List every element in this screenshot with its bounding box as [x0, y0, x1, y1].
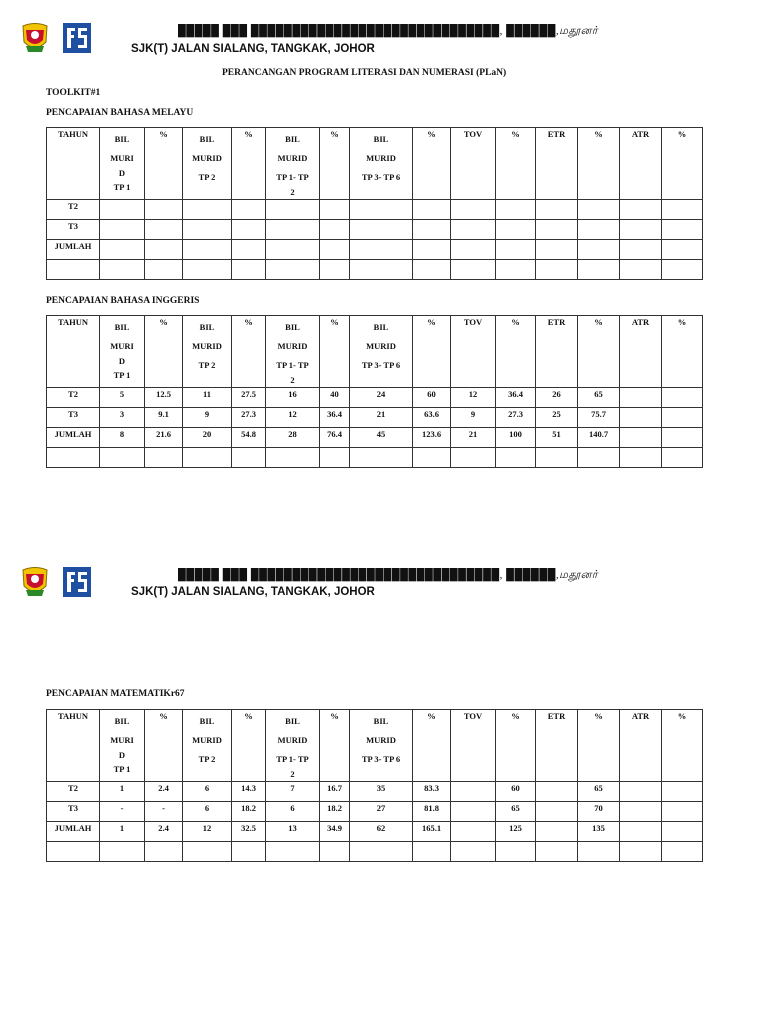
table-cell: 20 [183, 428, 232, 448]
table-cell [145, 200, 183, 220]
col-etr: ETR [536, 128, 578, 200]
row-label-cell: T2 [47, 782, 100, 802]
table-cell [145, 260, 183, 280]
table-cell: 28 [266, 428, 320, 448]
col-tahun: TAHUN [47, 710, 100, 782]
table-cell [496, 842, 536, 862]
table-cell: 27.3 [232, 408, 266, 428]
col-bil-tp1: BIL MURI D TP 1 [100, 316, 145, 388]
table-cell [536, 822, 578, 842]
table-cell [536, 802, 578, 822]
table-row [47, 842, 703, 862]
table-cell [662, 802, 703, 822]
table-cell: 25 [536, 408, 578, 428]
table-cell: 6 [266, 802, 320, 822]
table-cell [578, 200, 620, 220]
table-cell [183, 260, 232, 280]
table-cell: 18.2 [232, 802, 266, 822]
table-row [47, 822, 703, 842]
col-pct: % [232, 128, 266, 200]
row-label-cell: JUMLAH [47, 240, 100, 260]
table-cell: 81.8 [413, 802, 451, 822]
table-cell [620, 428, 662, 448]
table-row [47, 240, 703, 260]
table-cell [350, 240, 413, 260]
table-cell [496, 220, 536, 240]
table-cell [232, 260, 266, 280]
table-cell [100, 240, 145, 260]
col-atr: ATR [620, 316, 662, 388]
table-cell: 76.4 [320, 428, 350, 448]
school-name: SJK(T) JALAN SIALANG, TANGKAK, JOHOR [131, 586, 375, 598]
table-cell [536, 260, 578, 280]
table-cell [145, 240, 183, 260]
table-cell: - [100, 802, 145, 822]
table-header-row [47, 710, 703, 782]
table-cell [413, 200, 451, 220]
row-label-cell [47, 260, 100, 280]
col-pct: % [320, 316, 350, 388]
table-cell: 140.7 [578, 428, 620, 448]
table-cell: 75.7 [578, 408, 620, 428]
col-pct: % [145, 128, 183, 200]
row-label-cell [47, 842, 100, 862]
table-cell [662, 240, 703, 260]
table-cell [266, 240, 320, 260]
table-cell: 12 [266, 408, 320, 428]
table-cell [320, 220, 350, 240]
col-tov: TOV [451, 128, 496, 200]
table-cell [413, 260, 451, 280]
table-cell [266, 200, 320, 220]
table-cell: 36.4 [496, 388, 536, 408]
row-label-cell: JUMLAH [47, 822, 100, 842]
table-cell: 65 [578, 388, 620, 408]
table-cell [145, 448, 183, 468]
table-cell: 45 [350, 428, 413, 448]
table-cell [662, 260, 703, 280]
col-pct: % [662, 128, 703, 200]
table-cell: 83.3 [413, 782, 451, 802]
table-cell: 27 [350, 802, 413, 822]
table-cell [620, 200, 662, 220]
col-pct: % [662, 316, 703, 388]
table-cell [350, 220, 413, 240]
row-label-cell: T2 [47, 388, 100, 408]
table-cell: 13 [266, 822, 320, 842]
col-tahun: TAHUN [47, 128, 100, 200]
table-cell: 32.5 [232, 822, 266, 842]
table-cell [451, 448, 496, 468]
section-title-matematik: PENCAPAIAN MATEMATIKr67 [46, 689, 185, 699]
table-cell [451, 822, 496, 842]
col-bil-tp2: BIL MURID TP 2 [183, 710, 232, 782]
table-cell: 35 [350, 782, 413, 802]
table-cell [578, 448, 620, 468]
tamil-school-name: █████ ███ ██████████████████████████████, ██████,மதூனர் [178, 25, 599, 37]
table-cell [266, 220, 320, 240]
col-bil-tp1: BIL MURI D TP 1 [100, 128, 145, 200]
table-cell [100, 842, 145, 862]
table-cell: 1 [100, 782, 145, 802]
table-cell [413, 842, 451, 862]
tamil-school-name: █████ ███ ██████████████████████████████, ██████,மதூனர் [178, 569, 599, 581]
table-cell: 60 [413, 388, 451, 408]
table-cell: 16.7 [320, 782, 350, 802]
table-cell: 11 [183, 388, 232, 408]
ministry-logo-icon [62, 566, 92, 598]
table-cell: 51 [536, 428, 578, 448]
table-cell: 2.4 [145, 782, 183, 802]
table-cell: 125 [496, 822, 536, 842]
table-cell [100, 220, 145, 240]
col-bil-tp1: BIL MURI D TP 1 [100, 710, 145, 782]
row-label-cell: T3 [47, 220, 100, 240]
table-cell [496, 240, 536, 260]
col-pct: % [662, 710, 703, 782]
table-cell [451, 842, 496, 862]
table-row [47, 802, 703, 822]
table-cell: 70 [578, 802, 620, 822]
table-cell: 135 [578, 822, 620, 842]
table-bahasa-inggeris [46, 315, 703, 468]
table-cell: 27.5 [232, 388, 266, 408]
col-atr: ATR [620, 710, 662, 782]
table-row [47, 782, 703, 802]
table-cell: 65 [578, 782, 620, 802]
state-crest-logo-icon [20, 566, 50, 598]
table-cell [536, 200, 578, 220]
col-tahun: TAHUN [47, 316, 100, 388]
table-cell [536, 448, 578, 468]
table-cell [232, 842, 266, 862]
col-pct: % [320, 128, 350, 200]
table-cell [662, 220, 703, 240]
table-cell [662, 408, 703, 428]
table-cell [320, 842, 350, 862]
table-cell: 63.6 [413, 408, 451, 428]
table-cell: 6 [183, 802, 232, 822]
row-label-cell: T3 [47, 802, 100, 822]
col-atr: ATR [620, 128, 662, 200]
table-cell [451, 220, 496, 240]
table-cell [620, 822, 662, 842]
col-pct: % [232, 316, 266, 388]
table-cell [536, 220, 578, 240]
row-label-cell: T2 [47, 200, 100, 220]
col-pct: % [578, 128, 620, 200]
col-bil-tp1-tp2: BIL MURID TP 1- TP 2 [266, 316, 320, 388]
section-title-bahasa-inggeris: PENCAPAIAN BAHASA INGGERIS [46, 296, 200, 306]
table-cell [620, 388, 662, 408]
col-pct: % [145, 710, 183, 782]
table-cell [451, 802, 496, 822]
col-bil-tp1-tp2: BIL MURID TP 1- TP 2 [266, 128, 320, 200]
table-cell [451, 200, 496, 220]
table-cell [578, 842, 620, 862]
table-cell [413, 220, 451, 240]
table-cell: 1 [100, 822, 145, 842]
table-cell [100, 448, 145, 468]
table-cell: 12 [183, 822, 232, 842]
table-cell [662, 782, 703, 802]
col-bil-tp3-tp6: BIL MURID TP 3- TP 6 [350, 128, 413, 200]
table-cell [183, 240, 232, 260]
col-pct: % [496, 128, 536, 200]
table-cell: 21 [350, 408, 413, 428]
col-bil-tp2: BIL MURID TP 2 [183, 316, 232, 388]
table-cell: 54.8 [232, 428, 266, 448]
table-cell: 123.6 [413, 428, 451, 448]
table-row [47, 448, 703, 468]
table-row [47, 428, 703, 448]
table-cell [183, 842, 232, 862]
table-cell [662, 388, 703, 408]
table-cell [183, 448, 232, 468]
table-cell [578, 220, 620, 240]
toolkit-label: TOOLKIT#1 [46, 88, 101, 98]
col-pct: % [496, 710, 536, 782]
table-cell: 12.5 [145, 388, 183, 408]
table-row [47, 388, 703, 408]
table-cell [620, 408, 662, 428]
state-crest-logo-icon [20, 22, 50, 54]
section-title-bahasa-melayu: PENCAPAIAN BAHASA MELAYU [46, 108, 194, 118]
table-cell [662, 428, 703, 448]
table-cell [536, 782, 578, 802]
table-cell [578, 240, 620, 260]
col-pct: % [145, 316, 183, 388]
table-cell [232, 448, 266, 468]
table-cell: 65 [496, 802, 536, 822]
table-cell [413, 240, 451, 260]
table-cell: 14.3 [232, 782, 266, 802]
col-tov: TOV [451, 316, 496, 388]
table-cell: 21 [451, 428, 496, 448]
table-cell [496, 200, 536, 220]
table-cell [266, 842, 320, 862]
table-cell [100, 260, 145, 280]
table-cell: 27.3 [496, 408, 536, 428]
table-row [47, 260, 703, 280]
col-pct: % [413, 128, 451, 200]
table-cell: 26 [536, 388, 578, 408]
col-bil-tp2: BIL MURID TP 2 [183, 128, 232, 200]
table-cell: 9 [183, 408, 232, 428]
row-label-cell: JUMLAH [47, 428, 100, 448]
table-cell [536, 842, 578, 862]
table-cell: 3 [100, 408, 145, 428]
table-cell [320, 448, 350, 468]
table-cell [620, 782, 662, 802]
col-etr: ETR [536, 316, 578, 388]
table-header-row [47, 128, 703, 200]
table-cell: 100 [496, 428, 536, 448]
table-cell [350, 842, 413, 862]
table-cell [266, 260, 320, 280]
table-cell [662, 448, 703, 468]
table-cell: 62 [350, 822, 413, 842]
table-cell: 12 [451, 388, 496, 408]
table-cell [320, 260, 350, 280]
table-cell [232, 240, 266, 260]
col-pct: % [413, 710, 451, 782]
table-cell: 24 [350, 388, 413, 408]
table-cell [451, 782, 496, 802]
table-row [47, 200, 703, 220]
col-pct: % [578, 710, 620, 782]
table-cell [620, 802, 662, 822]
table-cell [451, 240, 496, 260]
table-cell: 6 [183, 782, 232, 802]
table-cell: 40 [320, 388, 350, 408]
table-cell [232, 220, 266, 240]
table-cell [183, 220, 232, 240]
table-bahasa-melayu [46, 127, 703, 280]
table-cell [496, 448, 536, 468]
table-cell: 7 [266, 782, 320, 802]
table-cell: 2.4 [145, 822, 183, 842]
col-pct: % [413, 316, 451, 388]
col-pct: % [496, 316, 536, 388]
table-matematik [46, 709, 703, 862]
table-cell [662, 200, 703, 220]
table-cell: 34.9 [320, 822, 350, 842]
table-row [47, 408, 703, 428]
table-cell: 8 [100, 428, 145, 448]
table-cell: 9.1 [145, 408, 183, 428]
document-title: PERANCANGAN PROGRAM LITERASI DAN NUMERASI (PLaN) [222, 68, 507, 78]
table-cell [266, 448, 320, 468]
table-cell: 9 [451, 408, 496, 428]
table-cell: - [145, 802, 183, 822]
table-header-row [47, 316, 703, 388]
table-cell [145, 842, 183, 862]
table-cell [662, 822, 703, 842]
table-cell [620, 260, 662, 280]
table-cell [350, 260, 413, 280]
table-cell [145, 220, 183, 240]
table-cell [413, 448, 451, 468]
table-cell [350, 200, 413, 220]
table-cell [232, 200, 266, 220]
table-cell [662, 842, 703, 862]
table-cell [620, 842, 662, 862]
table-cell [496, 260, 536, 280]
table-cell: 16 [266, 388, 320, 408]
col-bil-tp1-tp2: BIL MURID TP 1- TP 2 [266, 710, 320, 782]
table-cell: 21.6 [145, 428, 183, 448]
table-cell [100, 200, 145, 220]
table-cell [536, 240, 578, 260]
row-label-cell: T3 [47, 408, 100, 428]
col-bil-tp3-tp6: BIL MURID TP 3- TP 6 [350, 316, 413, 388]
table-cell [320, 240, 350, 260]
row-label-cell [47, 448, 100, 468]
col-tov: TOV [451, 710, 496, 782]
table-cell [620, 220, 662, 240]
table-cell: 165.1 [413, 822, 451, 842]
table-cell: 5 [100, 388, 145, 408]
table-cell [183, 200, 232, 220]
col-etr: ETR [536, 710, 578, 782]
ministry-logo-icon [62, 22, 92, 54]
table-cell: 60 [496, 782, 536, 802]
table-cell: 18.2 [320, 802, 350, 822]
table-cell [620, 240, 662, 260]
table-cell [320, 200, 350, 220]
table-cell [620, 448, 662, 468]
col-pct: % [578, 316, 620, 388]
table-cell [578, 260, 620, 280]
col-pct: % [232, 710, 266, 782]
table-cell [350, 448, 413, 468]
col-pct: % [320, 710, 350, 782]
table-cell [451, 260, 496, 280]
table-row [47, 220, 703, 240]
table-cell: 36.4 [320, 408, 350, 428]
col-bil-tp3-tp6: BIL MURID TP 3- TP 6 [350, 710, 413, 782]
school-name: SJK(T) JALAN SIALANG, TANGKAK, JOHOR [131, 43, 375, 55]
